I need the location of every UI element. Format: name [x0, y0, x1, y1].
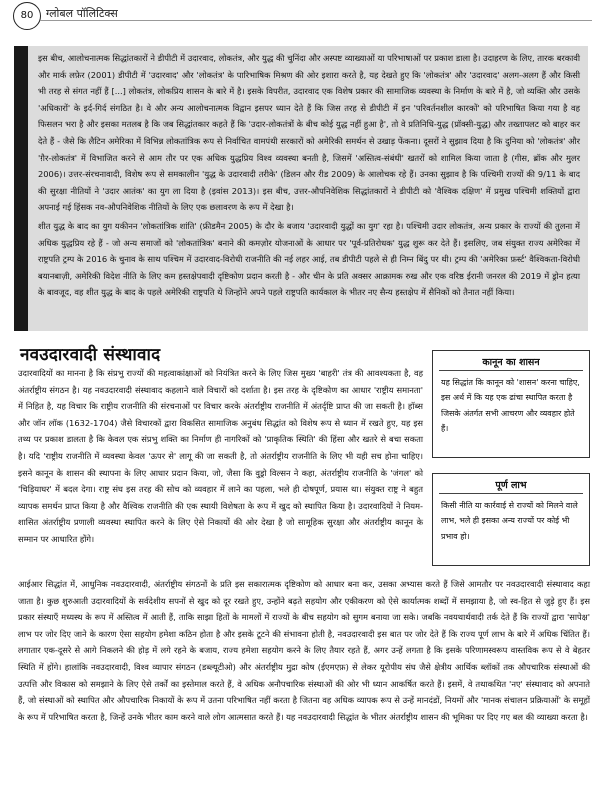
glossary-text-absolute-gains: किसी नीति या कार्रवाई से राज्यों को मिलने वाले लाभ, भले ही इसका अन्य राज्यों पर कोई भी प्रभाव हो। [441, 501, 578, 541]
glossary-title-absolute-gains: पूर्ण लाभ [439, 478, 583, 494]
page-number: 80 [13, 2, 41, 30]
glossary-text-rule-of-law: यह सिद्धांत कि कानून को 'शासन' करना चाहिए, इस अर्थ में कि यह एक ढांचा स्थापित करता है जिसके अंतर्गत सभी आचरण और व्यवहार होते हैं। [441, 378, 580, 434]
main-column [18, 365, 423, 548]
critique-box [14, 46, 588, 331]
critique-paragraph-2: शीत युद्ध के बाद का युग यकीनन 'लोकतांत्रिक शांति' (फ्रीडमैन 2005) के दौर के बजाय 'उदारवादी युद्धों का युग' रहा है। पश्चिमी उदार लोकतंत्र, अन्य प्रकार के राज्यों की तुलना में अधिक युद्धप्रिय रहे हैं - जो अन्य समाजों को 'लोकतांत्रिक' बनाने की कमज़ोर योजनाओं के आधार पर 'पूर्व-प्रतिरोधक' युद्ध शुरू कर देते हैं। इसलिए, जब संयुक्त राज्य अमेरिका में राष्ट्रपति ट्रम्प के 2016 के चुनाव के साथ पश्चिम में उदारवाद-विरोधी राजनीति की नई लहर आई, तब डीपीटी पहले से ही निम्न बिंदु पर थी। ट्रम्प की 'अमेरिका फ़र्स्ट' वैश्विकता-विरोधी बयानबाज़ी, अमेरिकी विदेश नीति के लिए कम हस्तक्षेपवादी दृष्टिकोण प्रदान करती है - और चीन के प्रति अक्सर आक्रामक रुख और एक वरिष्ठ ईरानी जनरल की 2019 में ड्रोन हत्या के बावजूद, वह शीत युद्ध के बाद के पहले अमेरिकी राष्ट्रपति थे जिन्होंने अपने पहले राष्ट्रपति कार्यकाल के भीतर नए सैन्य हस्तक्षेप में सैनिकों को तैनात नहीं किया। [38, 220, 580, 298]
critique-paragraph-1: इस बीच, आलोचनात्मक सिद्धांतकारों ने डीपीटी में उदारवाद, लोकतंत्र, और युद्ध की चुनिंदा और अस्पष्ट व्याख्याओं या परिभाषाओं पर प्रकाश डाला है। उदाहरण के लिए, तारक बरकावी और मार्क लफ़ेर (2001) डीपीटी में 'उदारवाद' और 'लोकतंत्र' के पारिभाषिक मिश्रण की ओर इशारा करते है, यह देखते हुए कि 'लोकतंत्र' और 'उदारवाद' अलग-अलग हैं और किसी भी तरह से संगत नहीं हैं [...] लोकतंत्र, लोकप्रिय शासन के बारे में है। इसके विपरीत, उदारवाद एक विशेष प्रकार की सामाजिक व्यवस्था के निर्माण के बारे में है, जो व्यक्ति और उसके 'अधिकारों' के इर्द-गिर्द संगठित है। वे और अन्य आलोचनात्मक विद्वान इसपर ध्यान देते हैं कि जिस तरह से डीपीटी में इन 'परिवर्तनशील कारकों' को परिभाषित किया गया है वह फिसलन भरा है और इसका मतलब है कि जब सिद्धांतकार कहते हैं कि 'उदार-लोकतंत्रों के बीच कोई युद्ध नहीं हुआ है', तो वे प्रतिनिधि-युद्ध (प्रॉक्सी-युद्ध) और तख्तापलट को बाहर कर देते हैं - जैसे कि लैटिन अमेरिका में विभिन्न लोकतांत्रिक रूप से निर्वाचित वामपंथी सरकारों को अमेरिकी समर्थन से उखाड़ फेंकना। दूसरों ने सुझाव दिया है कि दुनिया को 'लोकतंत्र' और 'ग़ैर-लोकतंत्र' में विभाजित करने से आम तौर पर एक अधिक युद्धप्रिय विश्व व्यवस्था बनती है, जिसमें 'अस्तित्व-संबंधी' खतरों को शामिल किया जाता है (गीस, ब्रॉक और मुलर 2006)। उत्तर-संरचनावादी, विशेष रूप से समकालीन 'युद्ध के उदारवादी तरीके' (डिलन और रीड 2009) के आलोचक रहे हैं। उनका सुझाव है कि पश्चिमी राज्यों की 9/11 के बाद की सुरक्षा नीतियों ने 'उदार आतंक' का युग ला दिया है (इवांस 2013)। इस बीच, उत्तर-औपनिवेशिक सिद्धांतकारों ने डीपीटी को 'वैश्विक दक्षिण' में प्रमुख पश्चिमी शक्तियों द्वारा अपनाई गई हिंसक नव-औपनिवेशिक नीतियों के लिए एक छलावरण के रूप में देखा है। [38, 53, 580, 213]
section-paragraph-1: उदारवादियों का मानना है कि संप्रभु राज्यों की महत्वाकांक्षाओं को नियंत्रित करने के लिए जिस मुख्य 'बाहरी' तंत्र की आवश्यकता है, वह अंतर्राष्ट्रीय संगठन है। यह नवउदारवादी संस्थावाद कहलाने वाले विचारों को दर्शाता है। इस तरह के दृष्टिकोण का आधार 'राष्ट्रीय समानता' में निहित है, यह विचार कि राष्ट्रीय राजनीति की संरचनाओं पर विचार करके अंतर्राष्ट्रीय राजनीति में अंतर्दृष्टि प्राप्त की जा सकती है। हॉब्स और जॉन लॉक (1632-1704) जैसे विचारकों द्वारा विकसित सामाजिक अनुबंध सिद्धांत को विशेष रूप से ध्यान में रखते हुए, यह इस तथ्य पर प्रकाश डालता है कि केवल एक संप्रभु शक्ति का निर्माण ही नागरिकों को 'प्राकृतिक स्थिति' की हिंसा और खतरे से बचा सकता है। यदि 'राष्ट्रीय राजनीति में व्यवस्था केवल 'ऊपर से' लागू की जा सकती है, तो अंतर्राष्ट्रीय राजनीति के लिए भी यही सच होना चाहिए। इसने कानून के शासन की स्थापना के लिए आधार प्रदान किया, जो, जैसा कि वुड्रो विल्सन ने कहा, अंतर्राष्ट्रीय राजनीति के 'जंगल' को 'चिड़ियाघर' में बदल देगा। राष्ट्र संघ इस तरह की सोच को व्यवहार में लाने का पहला, भले ही दोषपूर्ण, प्रयास था। संयुक्त राष्ट्र ने बहुत व्यापक समर्थन प्राप्त किया है और वैश्विक राजनीति की एक स्थायी विशेषता के रूप में खुद को स्थापित किया है। उदारवादियों ने नियम-शासित अंतर्राष्ट्रीय प्रणाली व्यवस्था स्थापित करने के लिए ऐसे निकायों की ओर देखा है जो सामूहिक सुरक्षा और अंतर्राष्ट्रीय कानून के सम्मान पर आधारित होंगे। [18, 368, 423, 544]
full-width-column [18, 576, 590, 725]
glossary-box-rule-of-law [432, 350, 590, 458]
running-title: ग्लोबल पॉलिटिक्स [46, 7, 118, 20]
section-title: नवउदारवादी संस्थावाद [20, 345, 161, 365]
glossary-title-rule-of-law: कानून का शासन [439, 355, 583, 371]
glossary-box-absolute-gains [432, 473, 590, 566]
section-paragraph-2: आईआर सिद्धांत में, आधुनिक नवउदारवादी, अंतर्राष्ट्रीय संगठनों के प्रति इस सकारात्मक दृष्टिकोण को आधार बना कर, उसका अभ्यास करते हैं जिसे आमतौर पर नवउदारवादी संस्थावाद कहा जाता है। कुछ शुरुआती उदारवादियों के सर्वदेशीय सपनों से खुद को दूर रखते हुए, उन्होंने बढ़ते सहयोग और एकीकरण को ऐसे कार्यात्मक शब्दों में समझाया है, जो स्व-हित से जुड़े हुए हैं। इस प्रकार संस्थाएँ मध्यस्थ के रूप में अस्तित्व में आती हैं, ताकि साझा हितों के मामलों में राज्यों के बीच सहयोग को सुगम बनाया जा सके। जबकि नवयथार्थवादी तर्क देते हैं कि राज्यों द्वारा 'सापेक्ष' लाभ पर जोर दिए जाने के कारण ऐसा सहयोग हमेशा कठिन होता है और इसके टूटने की संभावना होती है, नवउदारवादी इस बात पर जोर देते हैं कि राज्य पूर्ण लाभ के बारे में अधिक चिंतित हैं। लगातार एक-दूसरे से आगे निकलने की होड़ में लगे रहने के बजाय, राज्य हमेशा सहयोग करने के लिए तैयार रहते हैं, अगर उन्हें लगता है कि इसके परिणामस्वरूप वास्तविक रूप से वे बेहतर स्थिति में होंगे। हालांकि नवउदारवादी, विश्व व्यापार संगठन (डब्ल्यूटीओ) और अंतर्राष्ट्रीय मुद्रा कोष (ईएमएफ़) से लेकर यूरोपीय संघ जैसे क्षेत्रीय आर्थिक ब्लॉकों तक औपचारिक संस्थाओं की उत्पत्ति और विकास को समझाने के लिए ऐसे तर्कों का इस्तेमाल करते हैं, वे अधिक अनौपचारिक संस्थाओं की ओर भी ध्यान आकर्षित करते हैं। इसमें, वे तथाकथित 'नए' संस्थावाद को अपनाते हैं, जो संस्थाओं को स्थापित और औपचारिक निकायों के रूप में उतना परिभाषित नहीं करता है जितना वह अधिक व्यापक रूप से उन्हें मानदंडों, नियमों और 'मानक संचालन प्रक्रियाओं' के समूहों के रूप में परिभाषित करता है, जिन्हें उनके भीतर काम करने वाले लोग आत्मसात करते हैं। यह नवउदारवादी सिद्धांत के भीतर अंतर्राष्ट्रीय शासन की भूमिका पर दिए गए बल की व्याख्या करता है। [18, 579, 590, 722]
header-rule [40, 20, 592, 21]
